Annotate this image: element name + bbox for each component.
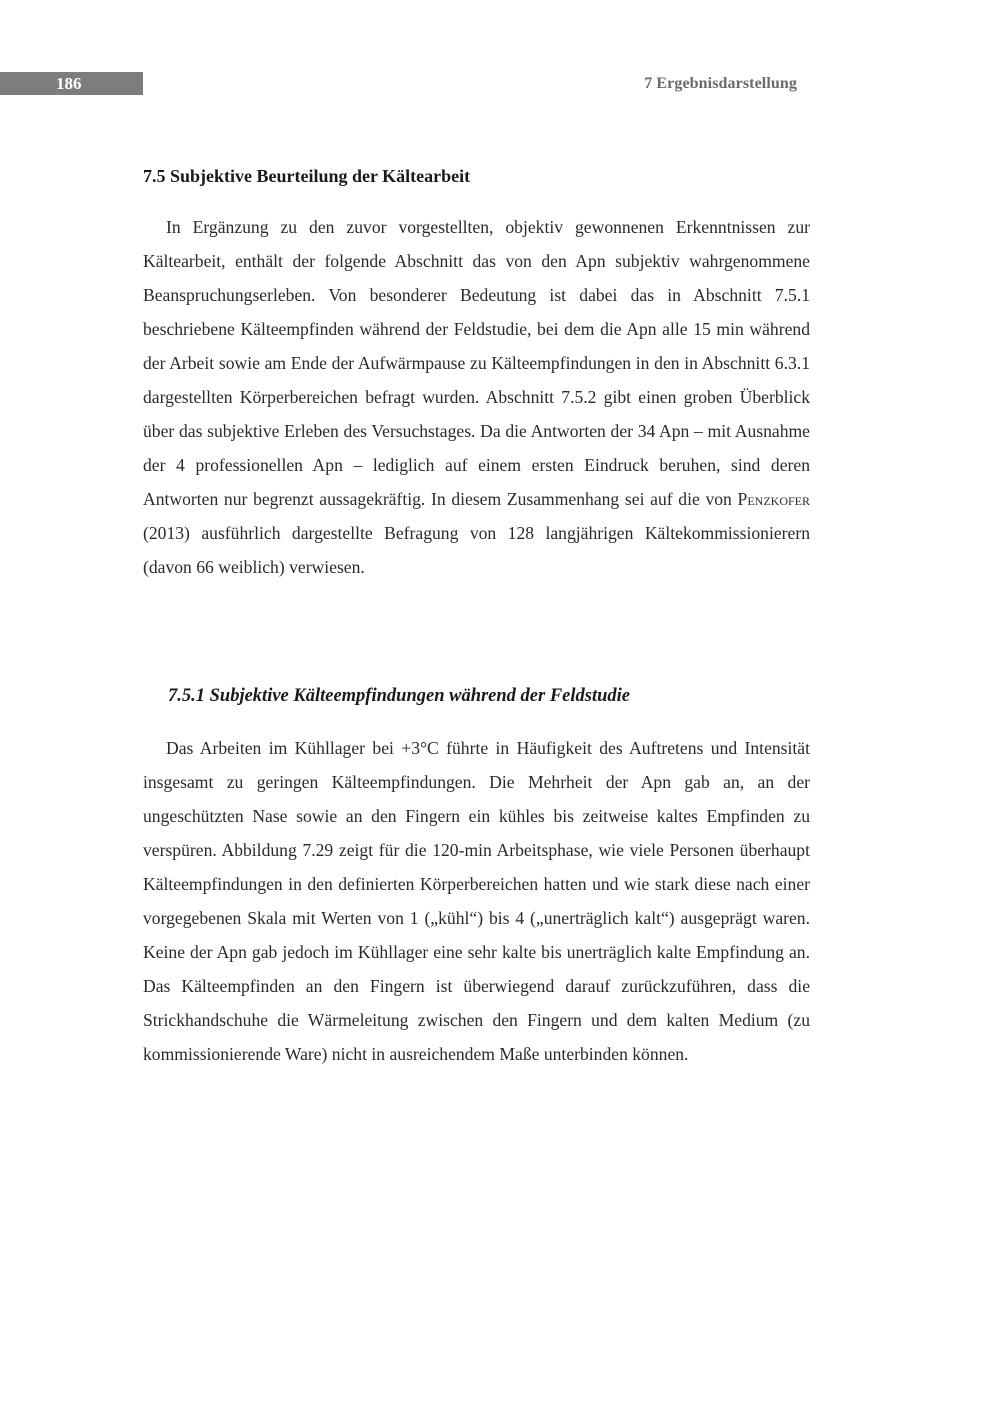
paragraph-text-part1: In Ergänzung zu den zuvor vorgestellten, objektiv gewonnenen Erkenntnissen zur Kältearbeit, enthält der folgende Abschnitt das von den Apn subjektiv wahrgenommene Beanspruchungserleben. Von besonderer Bedeutung ist dabei das in Abschnitt 7.5.1 beschriebene Kälteempfinden während der Feldstudie, bei dem die Apn alle 15 min während der Arbeit sowie am Ende der Aufwärmpause zu Kälteempfindungen in den in Abschnitt 6.3.1 dargestellten Körperbereichen befragt wurden. Abschnitt 7.5.2 gibt einen groben Überblick über das subjektive Erleben des Versuchstages. Da die Antworten der 34 Apn – mit Ausnahme der 4 professionellen Apn – lediglich auf einem ersten Eindruck beruhen, sind deren Antworten nur begrenzt aussagekräftig. In diesem Zusammenhang sei auf die von	[143, 217, 810, 509]
subsection-paragraph: Das Arbeiten im Kühllager bei +3°C führte in Häufigkeit des Auftretens und Intensität insgesamt zu geringen Kälteempfindungen. Die Mehrheit der Apn gab an, an der ungeschützten Nase sowie an den Fingern ein kühles bis zeitweise kaltes Empfinden zu verspüren. Abbildung 7.29 zeigt für die 120-min Arbeitsphase, wie viele Personen überhaupt Kälteempfindungen in den definierten Körperbereichen hatten und wie stark diese nach einer vorgegebenen Skala mit Werten von 1 („kühl“) bis 4 („unerträglich kalt“) ausgeprägt waren. Keine der Apn gab jedoch im Kühllager eine sehr kalte bis unerträglich kalte Empfindung an. Das Kälteempfinden an den Fingern ist überwiegend darauf zurückzuführen, dass die Strickhandschuhe die Wärmeleitung zwischen den Fingern und dem kalten Medium (zu kommissionierende Ware) nicht in ausreichendem Maße unterbinden können.	[143, 738, 810, 1064]
section-heading: 7.5 Subjektive Beurteilung der Kältearbeit	[143, 166, 471, 186]
page-number: 186	[56, 74, 82, 93]
section-body	[143, 210, 810, 584]
section-paragraph	[143, 210, 810, 584]
subsection-body	[143, 731, 810, 1071]
subsection-heading: 7.5.1 Subjektive Kälteempfindungen während der Feldstudie	[168, 686, 631, 706]
paragraph-text-part2: (2013) ausführlich dargestellte Befragung von 128 langjährigen Kältekommissionierern (davon 66 weiblich) verwiesen.	[143, 523, 810, 577]
cited-author: Penzkofer	[737, 489, 810, 509]
running-head: 7 Ergebnisdarstellung	[644, 75, 797, 92]
